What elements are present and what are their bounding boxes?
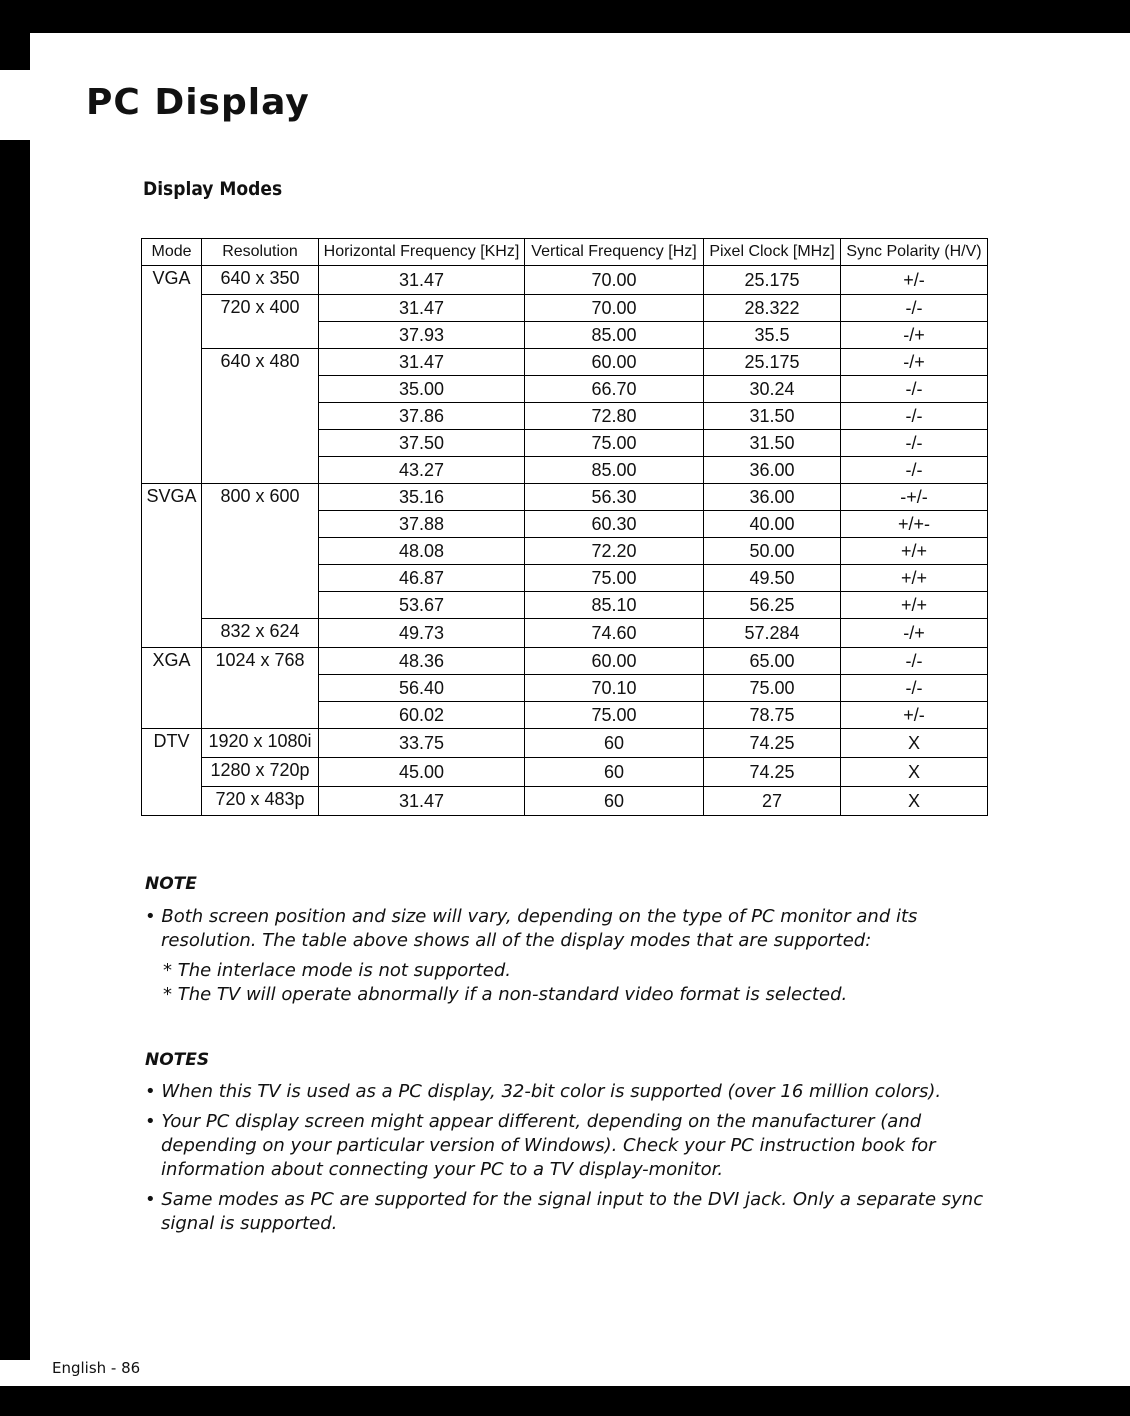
pixel-clock-cell: 78.75 (704, 702, 841, 729)
vertical-frequency-cell: 75.00 (525, 430, 704, 457)
pixel-clock-cell: 31.50 (704, 403, 841, 430)
table-row (142, 619, 988, 648)
table-header-row (142, 239, 988, 266)
horizontal-frequency-cell: 37.93 (319, 322, 525, 349)
pixel-clock-cell: 74.25 (704, 729, 841, 758)
notes-heading: NOTES (145, 1050, 210, 1070)
notes-bullet: • Your PC display screen might appear different, depending on the manufacturer (and depending on your particular version of Windows). Check your PC instruction book for information about connecting your PC to a TV display-monitor. (145, 1111, 936, 1180)
sync-polarity-cell: X (841, 787, 988, 816)
vertical-frequency-cell: 60.00 (525, 648, 704, 675)
vertical-frequency-cell: 74.60 (525, 619, 704, 648)
page-footer: English - 86 (52, 1359, 141, 1377)
sync-polarity-cell: +/- (841, 702, 988, 729)
resolution-cell: 1280 x 720p (202, 758, 319, 787)
horizontal-frequency-cell: 31.47 (319, 266, 525, 295)
pixel-clock-cell: 50.00 (704, 538, 841, 565)
horizontal-frequency-cell: 60.02 (319, 702, 525, 729)
header-vertical-frequency: Vertical Frequency [Hz] (525, 239, 704, 266)
mode-cell: DTV (142, 729, 202, 816)
pixel-clock-cell: 35.5 (704, 322, 841, 349)
scan-border-top (0, 0, 1130, 33)
horizontal-frequency-cell: 48.08 (319, 538, 525, 565)
sync-polarity-cell: -/+ (841, 349, 988, 376)
sync-polarity-cell: X (841, 758, 988, 787)
horizontal-frequency-cell: 53.67 (319, 592, 525, 619)
pixel-clock-cell: 65.00 (704, 648, 841, 675)
pixel-clock-cell: 25.175 (704, 349, 841, 376)
vertical-frequency-cell: 60.30 (525, 511, 704, 538)
horizontal-frequency-cell: 45.00 (319, 758, 525, 787)
mode-cell: XGA (142, 648, 202, 729)
note-block (145, 905, 995, 1007)
vertical-frequency-cell: 75.00 (525, 565, 704, 592)
horizontal-frequency-cell: 37.88 (319, 511, 525, 538)
vertical-frequency-cell: 56.30 (525, 484, 704, 511)
pixel-clock-cell: 57.284 (704, 619, 841, 648)
header-pixel-clock: Pixel Clock [MHz] (704, 239, 841, 266)
header-resolution: Resolution (202, 239, 319, 266)
pixel-clock-cell: 25.175 (704, 266, 841, 295)
resolution-cell: 720 x 400 (202, 295, 319, 349)
vertical-frequency-cell: 70.00 (525, 295, 704, 322)
pixel-clock-cell: 36.00 (704, 457, 841, 484)
display-modes-table (141, 238, 988, 816)
pixel-clock-cell: 31.50 (704, 430, 841, 457)
vertical-frequency-cell: 70.10 (525, 675, 704, 702)
horizontal-frequency-cell: 33.75 (319, 729, 525, 758)
header-sync-polarity: Sync Polarity (H/V) (841, 239, 988, 266)
table-row (142, 758, 988, 787)
resolution-cell: 720 x 483p (202, 787, 319, 816)
note-sub-item: * The interlace mode is not supported. (163, 960, 511, 981)
notes-block (145, 1080, 995, 1242)
vertical-frequency-cell: 85.00 (525, 457, 704, 484)
scan-border-left (0, 140, 30, 1360)
pixel-clock-cell: 36.00 (704, 484, 841, 511)
horizontal-frequency-cell: 46.87 (319, 565, 525, 592)
sync-polarity-cell: -/- (841, 675, 988, 702)
mode-cell: SVGA (142, 484, 202, 648)
table-row (142, 729, 988, 758)
vertical-frequency-cell: 60.00 (525, 349, 704, 376)
pixel-clock-cell: 28.322 (704, 295, 841, 322)
vertical-frequency-cell: 60 (525, 729, 704, 758)
vertical-frequency-cell: 72.20 (525, 538, 704, 565)
vertical-frequency-cell: 60 (525, 787, 704, 816)
vertical-frequency-cell: 60 (525, 758, 704, 787)
table-row (142, 349, 988, 376)
sync-polarity-cell: +/+ (841, 592, 988, 619)
vertical-frequency-cell: 66.70 (525, 376, 704, 403)
notes-bullet: • When this TV is used as a PC display, 32-bit color is supported (over 16 million colors). (145, 1081, 942, 1102)
vertical-frequency-cell: 75.00 (525, 702, 704, 729)
horizontal-frequency-cell: 31.47 (319, 787, 525, 816)
table-row (142, 266, 988, 295)
sync-polarity-cell: X (841, 729, 988, 758)
sync-polarity-cell: -+/- (841, 484, 988, 511)
pixel-clock-cell: 27 (704, 787, 841, 816)
horizontal-frequency-cell: 31.47 (319, 295, 525, 322)
pixel-clock-cell: 40.00 (704, 511, 841, 538)
note-sub-item: * The TV will operate abnormally if a non-standard video format is selected. (163, 984, 848, 1005)
resolution-cell: 832 x 624 (202, 619, 319, 648)
vertical-frequency-cell: 85.10 (525, 592, 704, 619)
sync-polarity-cell: -/- (841, 403, 988, 430)
horizontal-frequency-cell: 56.40 (319, 675, 525, 702)
sync-polarity-cell: -/- (841, 376, 988, 403)
resolution-cell: 800 x 600 (202, 484, 319, 619)
header-horizontal-frequency: Horizontal Frequency [KHz] (319, 239, 525, 266)
resolution-cell: 640 x 350 (202, 266, 319, 295)
mode-cell: VGA (142, 266, 202, 484)
resolution-cell: 1920 x 1080i (202, 729, 319, 758)
pixel-clock-cell: 30.24 (704, 376, 841, 403)
horizontal-frequency-cell: 48.36 (319, 648, 525, 675)
table-row (142, 787, 988, 816)
sync-polarity-cell: +/+ (841, 565, 988, 592)
page-title: PC Display (86, 82, 310, 123)
pixel-clock-cell: 74.25 (704, 758, 841, 787)
header-mode: Mode (142, 239, 202, 266)
pixel-clock-cell: 49.50 (704, 565, 841, 592)
table-row (142, 295, 988, 322)
horizontal-frequency-cell: 49.73 (319, 619, 525, 648)
sync-polarity-cell: -/- (841, 648, 988, 675)
horizontal-frequency-cell: 37.50 (319, 430, 525, 457)
pixel-clock-cell: 56.25 (704, 592, 841, 619)
sync-polarity-cell: +/+- (841, 511, 988, 538)
scan-border-left (0, 0, 30, 70)
sync-polarity-cell: -/- (841, 457, 988, 484)
vertical-frequency-cell: 85.00 (525, 322, 704, 349)
sync-polarity-cell: -/+ (841, 322, 988, 349)
table-row (142, 648, 988, 675)
sync-polarity-cell: +/- (841, 266, 988, 295)
sync-polarity-cell: -/+ (841, 619, 988, 648)
horizontal-frequency-cell: 43.27 (319, 457, 525, 484)
vertical-frequency-cell: 72.80 (525, 403, 704, 430)
scan-border-bottom (0, 1386, 1130, 1416)
resolution-cell: 640 x 480 (202, 349, 319, 484)
note-heading: NOTE (145, 874, 197, 894)
pixel-clock-cell: 75.00 (704, 675, 841, 702)
note-bullet: • Both screen position and size will vary, depending on the type of PC monitor and its resolution. The table above shows all of the display modes that are supported: (145, 906, 918, 951)
horizontal-frequency-cell: 35.00 (319, 376, 525, 403)
notes-bullet: • Same modes as PC are supported for the signal input to the DVI jack. Only a separate sync signal is supported. (145, 1189, 984, 1234)
vertical-frequency-cell: 70.00 (525, 266, 704, 295)
horizontal-frequency-cell: 37.86 (319, 403, 525, 430)
resolution-cell: 1024 x 768 (202, 648, 319, 729)
section-title: Display Modes (143, 178, 283, 200)
sync-polarity-cell: +/+ (841, 538, 988, 565)
sync-polarity-cell: -/- (841, 430, 988, 457)
horizontal-frequency-cell: 31.47 (319, 349, 525, 376)
horizontal-frequency-cell: 35.16 (319, 484, 525, 511)
sync-polarity-cell: -/- (841, 295, 988, 322)
table-row (142, 484, 988, 511)
